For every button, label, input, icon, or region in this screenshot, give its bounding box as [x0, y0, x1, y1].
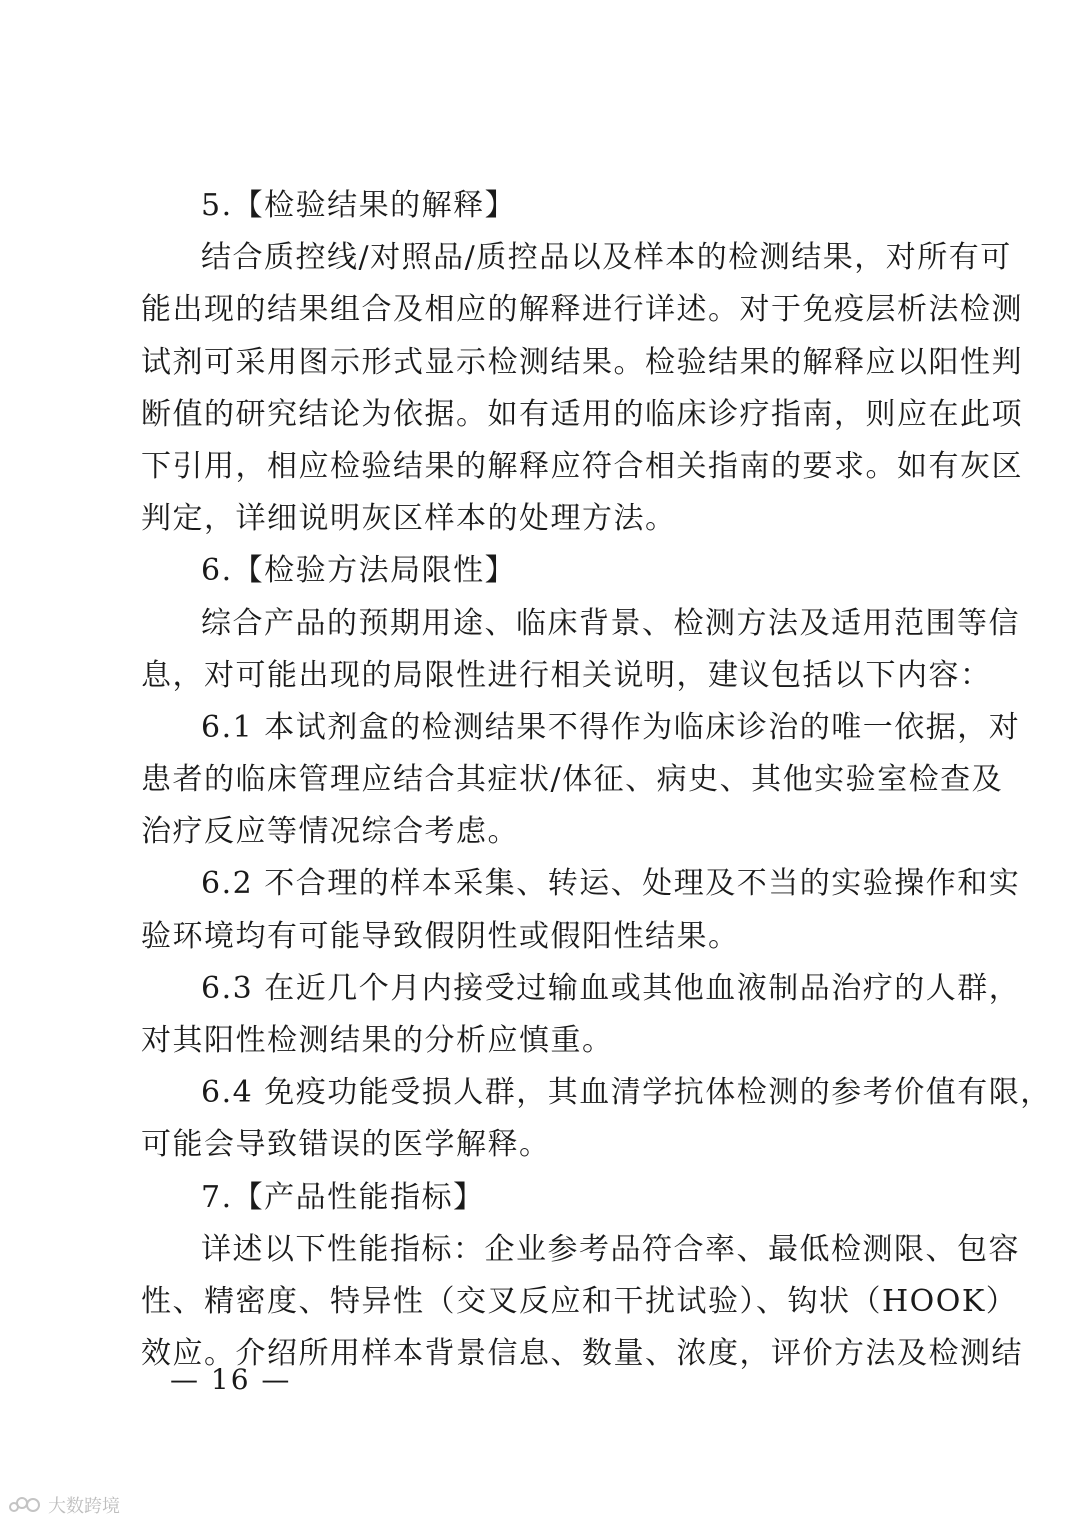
section-6-heading: 6.【检验方法局限性】 [201, 553, 517, 589]
paragraph-line: 结合质控线/对照品/质控品以及样本的检测结果，对所有可 [201, 240, 1012, 276]
watermark-logo-icon [8, 1494, 42, 1516]
item-6-1-line: 6.1 本试剂盒的检测结果不得作为临床诊治的唯一依据，对 [201, 709, 1021, 745]
section-7-heading: 7.【产品性能指标】 [201, 1179, 485, 1215]
paragraph-line: 患者的临床管理应结合其症状/体征、病史、其他实验室检查及 [141, 762, 1004, 798]
paragraph-line: 判定，详细说明灰区样本的处理方法。 [141, 501, 677, 537]
item-6-2-line: 6.2 不合理的样本采集、转运、处理及不当的实验操作和实 [201, 866, 1021, 902]
paragraph-line: 详述以下性能指标：企业参考品符合率、最低检测限、包容 [201, 1231, 1020, 1267]
paragraph-line: 断值的研究结论为依据。如有适用的临床诊疗指南，则应在此项 [141, 396, 1023, 432]
item-6-4-line: 6.4 免疫功能受损人群，其血清学抗体检测的参考价值有限， [201, 1075, 1052, 1111]
document-body [141, 180, 1052, 1380]
item-6-3-line: 6.3 在近几个月内接受过输血或其他血液制品治疗的人群， [201, 970, 1021, 1006]
paragraph-line: 能出现的结果组合及相应的解释进行详述。对于免疫层析法检测 [141, 292, 1023, 328]
watermark-text: 大数跨境 [48, 1496, 120, 1517]
paragraph-line: 治疗反应等情况综合考虑。 [141, 814, 519, 850]
paragraph-line: 息，对可能出现的局限性进行相关说明，建议包括以下内容： [141, 657, 992, 693]
paragraph-line: 可能会导致错误的医学解释。 [141, 1127, 551, 1163]
paragraph-line: 验环境均有可能导致假阴性或假阳性结果。 [141, 918, 740, 954]
paragraph-line: 下引用，相应检验结果的解释应符合相关指南的要求。如有灰区 [141, 448, 1023, 484]
paragraph-line: 性、精密度、特异性（交叉反应和干扰试验）、钩状（HOOK） [141, 1283, 1018, 1319]
page-number: — 16 — [170, 1363, 292, 1396]
watermark [8, 1490, 120, 1520]
paragraph-line: 对其阳性检测结果的分析应慎重。 [141, 1023, 614, 1058]
paragraph-line: 综合产品的预期用途、临床背景、检测方法及适用范围等信 [201, 605, 1020, 641]
paragraph-line: 效应。介绍所用样本背景信息、数量、浓度，评价方法及检测结 [141, 1336, 1023, 1372]
paragraph-line: 试剂可采用图示形式显示检测结果。检验结果的解释应以阳性判 [141, 344, 1023, 380]
section-5-heading: 5.【检验结果的解释】 [201, 188, 517, 223]
